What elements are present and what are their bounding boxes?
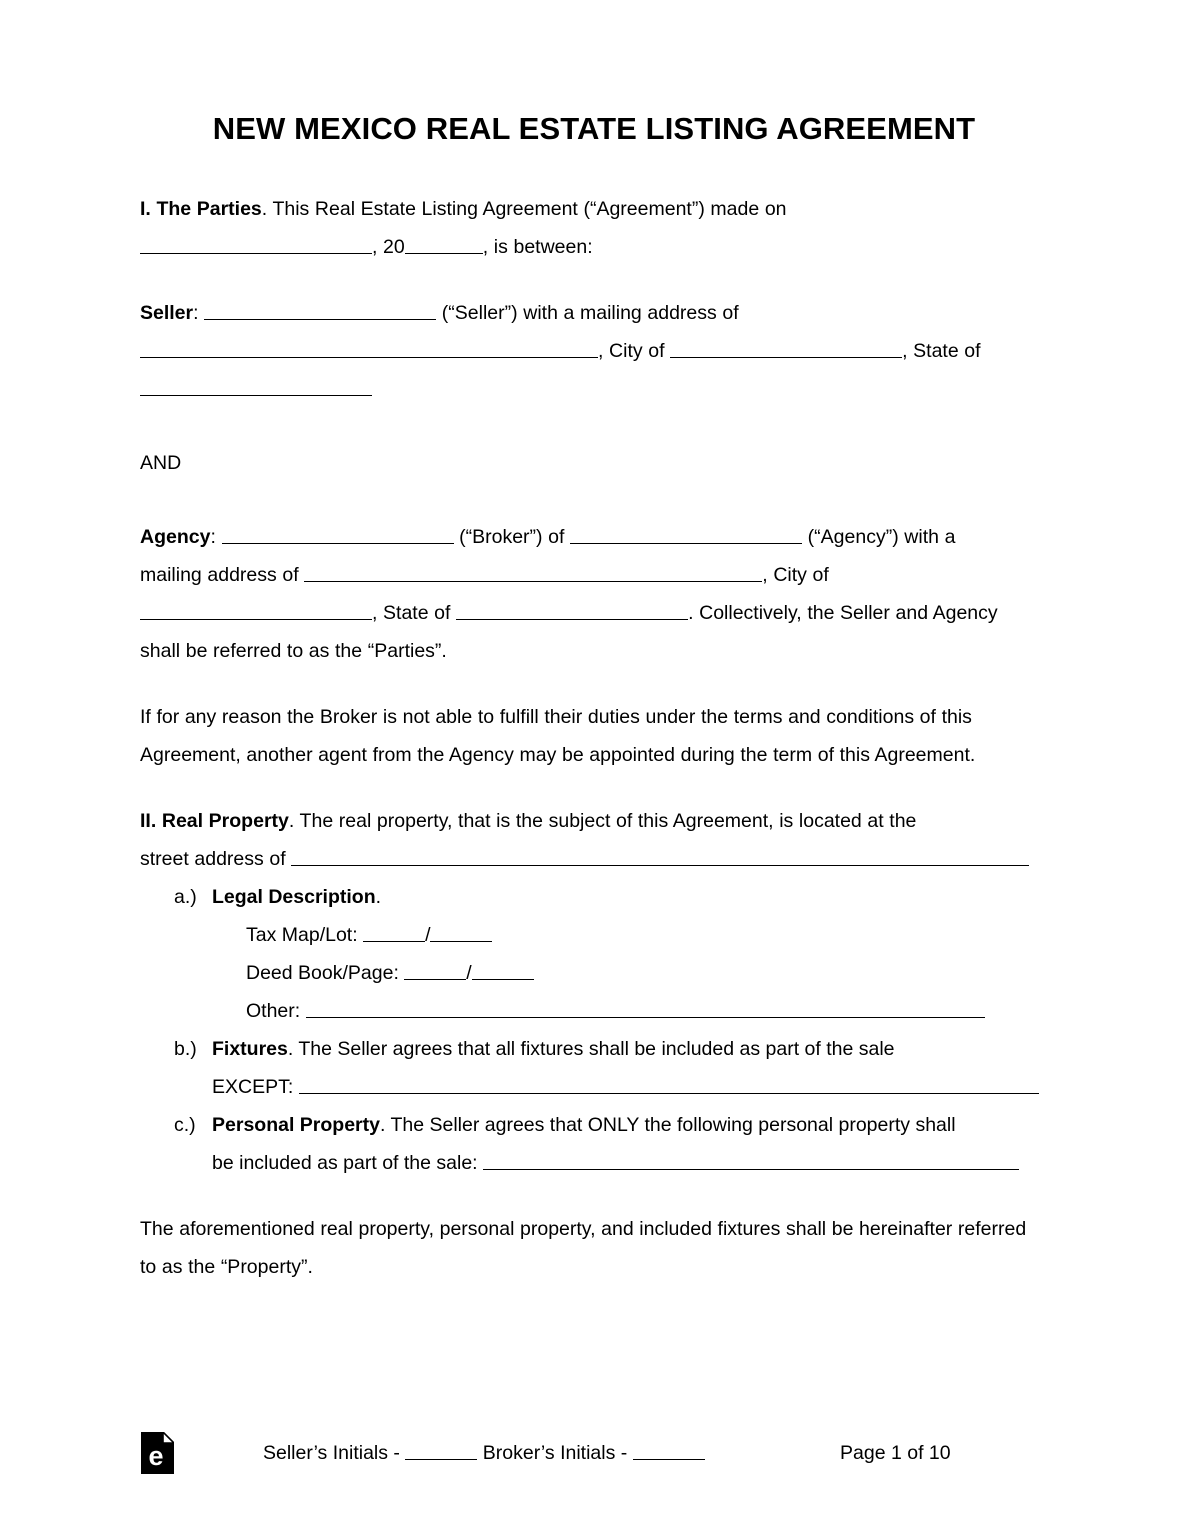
- date-blank-input[interactable]: [140, 235, 372, 254]
- agency-city-input[interactable]: [140, 601, 372, 620]
- agency-parties-tail: shall be referred to as the “Parties”.: [140, 640, 447, 663]
- list-item-legal-description: [140, 878, 1048, 916]
- fixtures-except-line: [140, 1068, 1048, 1106]
- document-content: [140, 0, 1048, 1286]
- agency-label: Agency: [140, 526, 211, 549]
- real-property-heading: II. Real Property: [140, 810, 289, 833]
- seller-state-input[interactable]: [140, 377, 372, 396]
- agency-label-text: (“Agency”) with a: [807, 526, 956, 549]
- agency-state-label: , State of: [372, 602, 451, 625]
- deed-page-input[interactable]: [472, 961, 534, 980]
- tax-map-lot-label: Tax Map/Lot:: [246, 924, 358, 947]
- parties-intro-paragraph: [140, 190, 1048, 228]
- deed-book-page-line: [140, 954, 1048, 992]
- spacer: [140, 408, 1048, 444]
- fixtures-except-input[interactable]: [299, 1075, 1039, 1094]
- fixtures-except-label: EXCEPT:: [212, 1076, 294, 1099]
- page-title: NEW MEXICO REAL ESTATE LISTING AGREEMENT: [212, 111, 976, 146]
- agency-city-state-line: [140, 594, 1048, 632]
- tax-map-input[interactable]: [363, 923, 425, 942]
- personal-property-include-label: be included as part of the sale:: [212, 1152, 478, 1175]
- fixtures-label: Fixtures: [212, 1038, 288, 1061]
- deed-book-input[interactable]: [404, 961, 466, 980]
- footer-initials-block: [263, 1439, 705, 1467]
- svg-text:e: e: [148, 1441, 164, 1471]
- document-e-logo-icon: [141, 1432, 174, 1474]
- year-prefix-label: , 20: [372, 236, 405, 259]
- tax-lot-input[interactable]: [430, 923, 492, 942]
- seller-name-input[interactable]: [204, 301, 436, 320]
- personal-property-include-line: [140, 1144, 1048, 1182]
- agency-address-input[interactable]: [304, 563, 762, 582]
- legal-other-input[interactable]: [306, 999, 985, 1018]
- agency-colon: :: [210, 526, 216, 549]
- deed-separator: /: [466, 962, 472, 985]
- seller-state-line: [140, 370, 1048, 408]
- agency-mailing-line: [140, 556, 1048, 594]
- seller-label: Seller: [140, 302, 194, 325]
- street-address-line: [140, 840, 1048, 878]
- seller-colon: :: [193, 302, 199, 325]
- agency-state-input[interactable]: [456, 601, 688, 620]
- agency-collectively-text: . Collectively, the Seller and Agency: [688, 602, 998, 625]
- agency-name-line: [140, 518, 1048, 556]
- list-marker-b: b.): [174, 1038, 197, 1061]
- legal-description-label-tail: .: [375, 886, 382, 909]
- list-marker-c: c.): [174, 1114, 196, 1137]
- legal-other-label: Other:: [246, 1000, 301, 1023]
- fixtures-label-tail: . The Seller agrees that all fixtures shall be included as part of the sale: [287, 1038, 895, 1061]
- seller-state-label: , State of: [902, 340, 981, 363]
- property-definition-paragraph: The aforementioned real property, personal property, and included fixtures shall be hereinafter referred to as the “Property”.: [140, 1218, 1027, 1279]
- date-line-tail: , is between:: [482, 236, 593, 259]
- spacer: [140, 670, 1048, 698]
- tax-map-lot-line: [140, 916, 1048, 954]
- page-number-label: Page 1 of 10: [840, 1442, 951, 1464]
- legal-description-label: Legal Description: [212, 886, 376, 909]
- seller-initials-input[interactable]: [405, 1441, 477, 1460]
- deed-book-page-label: Deed Book/Page:: [246, 962, 399, 985]
- broker-initials-label: Broker’s Initials -: [482, 1442, 628, 1464]
- real-property-intro-paragraph: [140, 802, 1048, 840]
- spacer: [140, 146, 1048, 190]
- broker-initials-input[interactable]: [633, 1441, 705, 1460]
- real-property-intro-text: . The real property, that is the subject of this Agreement, is located at the: [288, 810, 917, 833]
- spacer: [140, 266, 1048, 294]
- personal-property-label: Personal Property: [212, 1114, 380, 1137]
- seller-city-input[interactable]: [670, 339, 902, 358]
- street-address-label: street address of: [140, 848, 286, 871]
- agency-city-label: , City of: [762, 564, 829, 587]
- year-blank-input[interactable]: [405, 235, 483, 254]
- broker-substitution-paragraph: If for any reason the Broker is not able to fulfill their duties under the terms and conditions of this Agreement, another agent from the Agency may be appointed during the term of this Agreement.: [140, 706, 976, 767]
- seller-initials-label: Seller’s Initials -: [263, 1442, 400, 1464]
- seller-city-label: , City of: [598, 340, 665, 363]
- spacer: [140, 1182, 1048, 1210]
- spacer: [140, 774, 1048, 802]
- tax-map-separator: /: [425, 924, 431, 947]
- broker-name-input[interactable]: [222, 525, 454, 544]
- seller-address-line: [140, 332, 1048, 370]
- parties-date-line: [140, 228, 1048, 266]
- street-address-input[interactable]: [291, 847, 1029, 866]
- seller-after-name-text: (“Seller”) with a mailing address of: [441, 302, 739, 325]
- seller-address-input[interactable]: [140, 339, 598, 358]
- seller-name-line: [140, 294, 1048, 332]
- parties-conjunction: AND: [140, 452, 182, 475]
- legal-other-line: [140, 992, 1048, 1030]
- parties-heading: I. The Parties: [140, 198, 262, 221]
- list-item-personal-property: [140, 1106, 1048, 1144]
- personal-property-input[interactable]: [483, 1151, 1019, 1170]
- parties-intro-text: . This Real Estate Listing Agreement (“Agreement”) made on: [261, 198, 787, 221]
- spacer: [140, 482, 1048, 518]
- page-footer: [0, 1432, 1187, 1492]
- personal-property-label-tail: . The Seller agrees that ONLY the following personal property shall: [379, 1114, 956, 1137]
- broker-label-text: (“Broker”) of: [459, 526, 565, 549]
- list-item-fixtures: [140, 1030, 1048, 1068]
- agency-mailing-label: mailing address of: [140, 564, 299, 587]
- agency-name-input[interactable]: [570, 525, 802, 544]
- list-marker-a: a.): [174, 886, 197, 909]
